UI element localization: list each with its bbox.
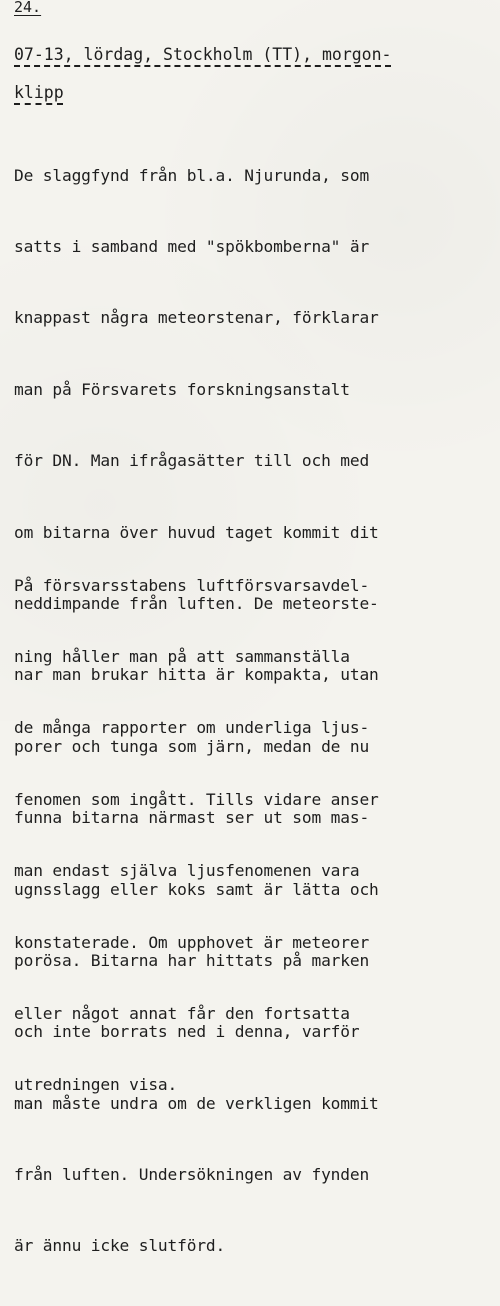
paragraph-1-line: neddimpande från luften. De meteorste-	[14, 593, 379, 613]
dateline-heading-line-2: klipp	[14, 83, 64, 102]
paragraph-2-line: fenomen som ingått. Tills vidare anser	[14, 789, 379, 809]
paragraph-1-line: nar man brukar hitta är kompakta, utan	[14, 665, 379, 685]
paragraph-2	[14, 526, 486, 1145]
dateline-heading	[14, 36, 484, 112]
paragraph-2-line: konstaterade. Om upphovet är meteorer	[14, 932, 370, 952]
paragraph-1-line: De slaggfynd från bl.a. Njurunda, som	[14, 165, 370, 185]
paragraph-1-line: porer och tunga som järn, medan de nu	[14, 736, 370, 756]
paragraph-1-line: funna bitarna närmast ser ut som mas-	[14, 808, 370, 828]
paragraph-2-line: utredningen visa.	[14, 1075, 178, 1095]
paragraph-1-line: man på Försvarets forskningsanstalt	[14, 379, 350, 399]
paragraph-1-line: från luften. Undersökningen av fynden	[14, 1165, 370, 1185]
paragraph-2-line: man endast själva ljusfenomenen vara	[14, 861, 360, 881]
paragraph-1-line: för DN. Man ifrågasätter till och med	[14, 451, 370, 471]
paragraph-2-line: eller något annat får den fortsatta	[14, 1003, 350, 1023]
paragraph-1-line: satts i samband med "spökbomberna" är	[14, 236, 370, 256]
dateline-heading-line-1: 07-13, lördag, Stockholm (TT), morgon-	[14, 45, 392, 64]
paragraph-1-line: knappast några meteorstenar, förklarar	[14, 308, 379, 328]
paragraph-1-line: är ännu icke slutförd.	[14, 1236, 226, 1256]
paragraph-1-line: och inte borrats ned i denna, varför	[14, 1022, 360, 1042]
paragraph-2-line: På försvarsstabens luftförsvarsavdel-	[14, 575, 370, 595]
paragraph-2-line: ning håller man på att sammanställa	[14, 646, 350, 666]
page-number: 24.	[14, 0, 42, 16]
paragraph-1-line: man måste undra om de verkligen kommit	[14, 1093, 379, 1113]
paragraph-1-line: ugnsslagg eller koks samt är lätta och	[14, 879, 379, 899]
paragraph-1-line: porösa. Bitarna har hittats på marken	[14, 950, 370, 970]
paragraph-2-line: de många rapporter om underliga ljus-	[14, 718, 370, 738]
paragraph-1-line: om bitarna över huvud taget kommit dit	[14, 522, 379, 542]
